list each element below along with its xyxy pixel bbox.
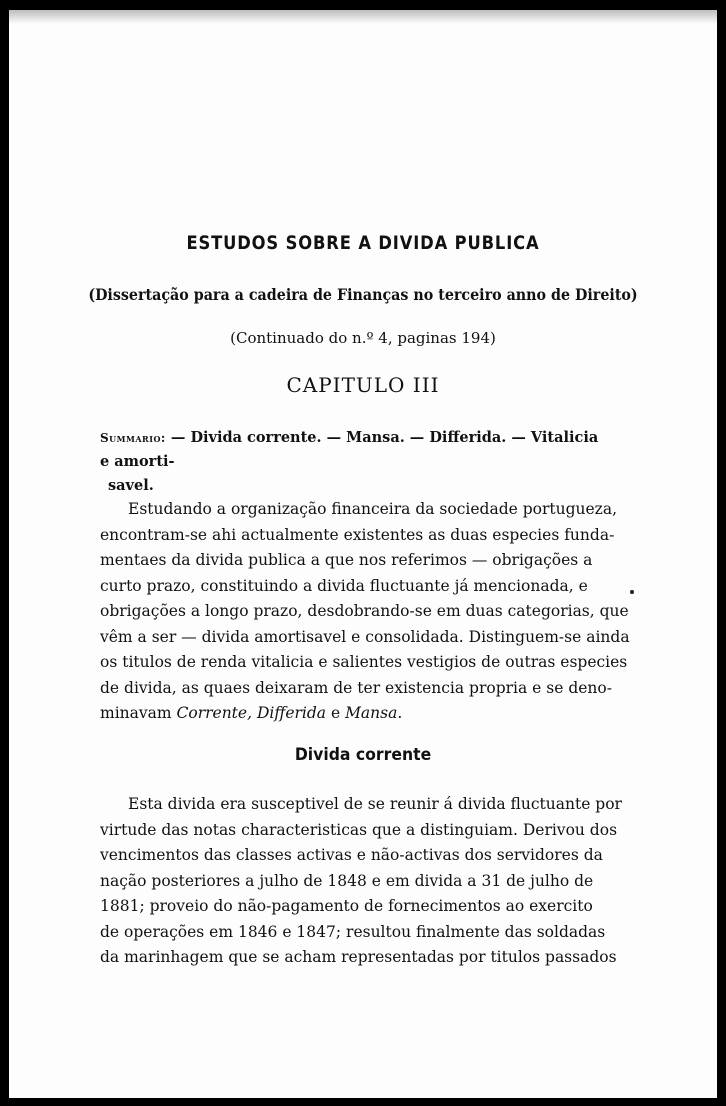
paragraph-line: mentaes da divida publica a que nos referimos — obrigações a — [100, 551, 593, 569]
scan-edge-shadow — [9, 10, 717, 24]
italic-term-differida: Differida — [256, 704, 327, 722]
subtitle: (Dissertação para a cadeira de Finanças no terceiro anno de Direito) — [88, 285, 638, 304]
paragraph-line: os titulos de renda vitalicia e salientes vestigios de outras especies — [100, 653, 628, 671]
text-run: e — [326, 704, 346, 722]
document-page — [9, 10, 717, 1098]
page-title: ESTUDOS SOBRE A DIVIDA PUBLICA — [186, 232, 540, 254]
section-heading: Divida corrente — [294, 745, 432, 765]
paragraph-line: curto prazo, constituindo a divida fluctuante já mencionada, e — [100, 576, 588, 595]
paragraph-line: 1881; proveio do não-pagamento de fornecimentos ao exercito — [100, 897, 593, 915]
paragraph-line: encontram-se ahi actualmente existentes as duas especies funda- — [100, 525, 615, 544]
italic-term-corrente: Corrente, — [176, 704, 253, 722]
italic-term-mansa: Mansa — [345, 704, 398, 722]
chapter-heading: CAPITULO III — [286, 373, 440, 397]
summary-text: — Divida corrente. — Mansa. — Differida. — Vitalicia e amorti- — [100, 429, 599, 470]
paragraph-line: de divida, as quaes deixaram de ter existencia propria e se deno- — [100, 678, 612, 697]
paragraph-line: de operações em 1846 e 1847; resultou finalmente das soldadas — [100, 922, 606, 941]
summary-line-1 — [100, 426, 600, 474]
paragraph-line: Estudando a organização financeira da sociedade portugueza, — [128, 500, 617, 518]
continuation-note: (Continuado do n.º 4, paginas 194) — [230, 329, 496, 347]
paragraph-line-last — [100, 701, 574, 727]
chapter-summary — [100, 426, 600, 498]
text-run: . — [397, 704, 403, 722]
paragraph-1 — [100, 497, 630, 727]
paragraph-line: virtude das notas characteristicas que a distinguiam. Derivou dos — [100, 820, 618, 839]
paragraph-line: obrigações a longo prazo, desdobrando-se em duas categorias, que — [100, 602, 629, 620]
paragraph-line: vencimentos das classes activas e não-activas dos servidores da — [100, 846, 603, 864]
summary-line-2: savel. — [108, 477, 154, 494]
ink-speck — [630, 590, 634, 594]
paragraph-2 — [100, 792, 622, 971]
paragraph-line: vêm a ser — divida amortisavel e consolidada. Distinguem-se ainda — [100, 627, 630, 646]
summary-label: Summario: — [100, 431, 166, 445]
paragraph-line: Esta divida era susceptivel de se reunir á divida fluctuante por — [128, 795, 622, 813]
paragraph-line: da marinhagem que se acham representadas por titulos passados — [100, 948, 617, 966]
paragraph-line: nação posteriores a julho de 1848 e em divida a 31 de julho de — [100, 871, 594, 890]
text-run: minavam — [100, 704, 177, 722]
